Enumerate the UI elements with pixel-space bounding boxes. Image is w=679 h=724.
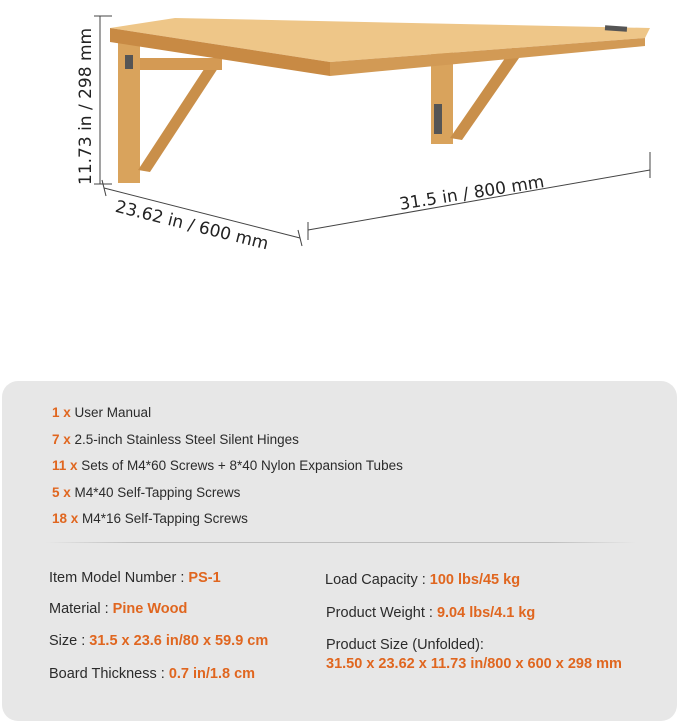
list-item: 7 x 2.5-inch Stainless Steel Silent Hinges xyxy=(52,432,299,447)
spec-model: Item Model Number : PS-1 xyxy=(49,570,221,586)
height-dimension-label: 11.73 in / 298 mm xyxy=(76,27,96,185)
spec-unfolded-size-value: 31.50 x 23.62 x 11.73 in/800 x 600 x 298 mm xyxy=(326,656,622,672)
spec-product-weight: Product Weight : 9.04 lbs/4.1 kg xyxy=(326,605,536,621)
width-dimension-label: 31.5 in / 800 mm xyxy=(398,172,546,215)
left-bracket xyxy=(118,40,222,183)
divider xyxy=(46,542,636,543)
list-item: 11 x Sets of M4*60 Screws + 8*40 Nylon Expansion Tubes xyxy=(52,458,403,473)
depth-dimension-label: 23.62 in / 600 mm xyxy=(113,197,271,255)
list-item: 18 x M4*16 Self-Tapping Screws xyxy=(52,511,248,526)
specifications-card xyxy=(2,381,677,721)
list-item: 1 x User Manual xyxy=(52,405,152,420)
spec-load-capacity: Load Capacity : 100 lbs/45 kg xyxy=(325,572,521,588)
spec-unfolded-size-label: Product Size (Unfolded): xyxy=(326,637,484,653)
spec-board-thickness: Board Thickness : 0.7 in/1.8 cm xyxy=(49,666,256,682)
spec-size: Size : 31.5 x 23.6 in/80 x 59.9 cm xyxy=(49,633,269,649)
list-item: 5 x M4*40 Self-Tapping Screws xyxy=(52,485,241,500)
spec-material: Material : Pine Wood xyxy=(49,601,188,617)
